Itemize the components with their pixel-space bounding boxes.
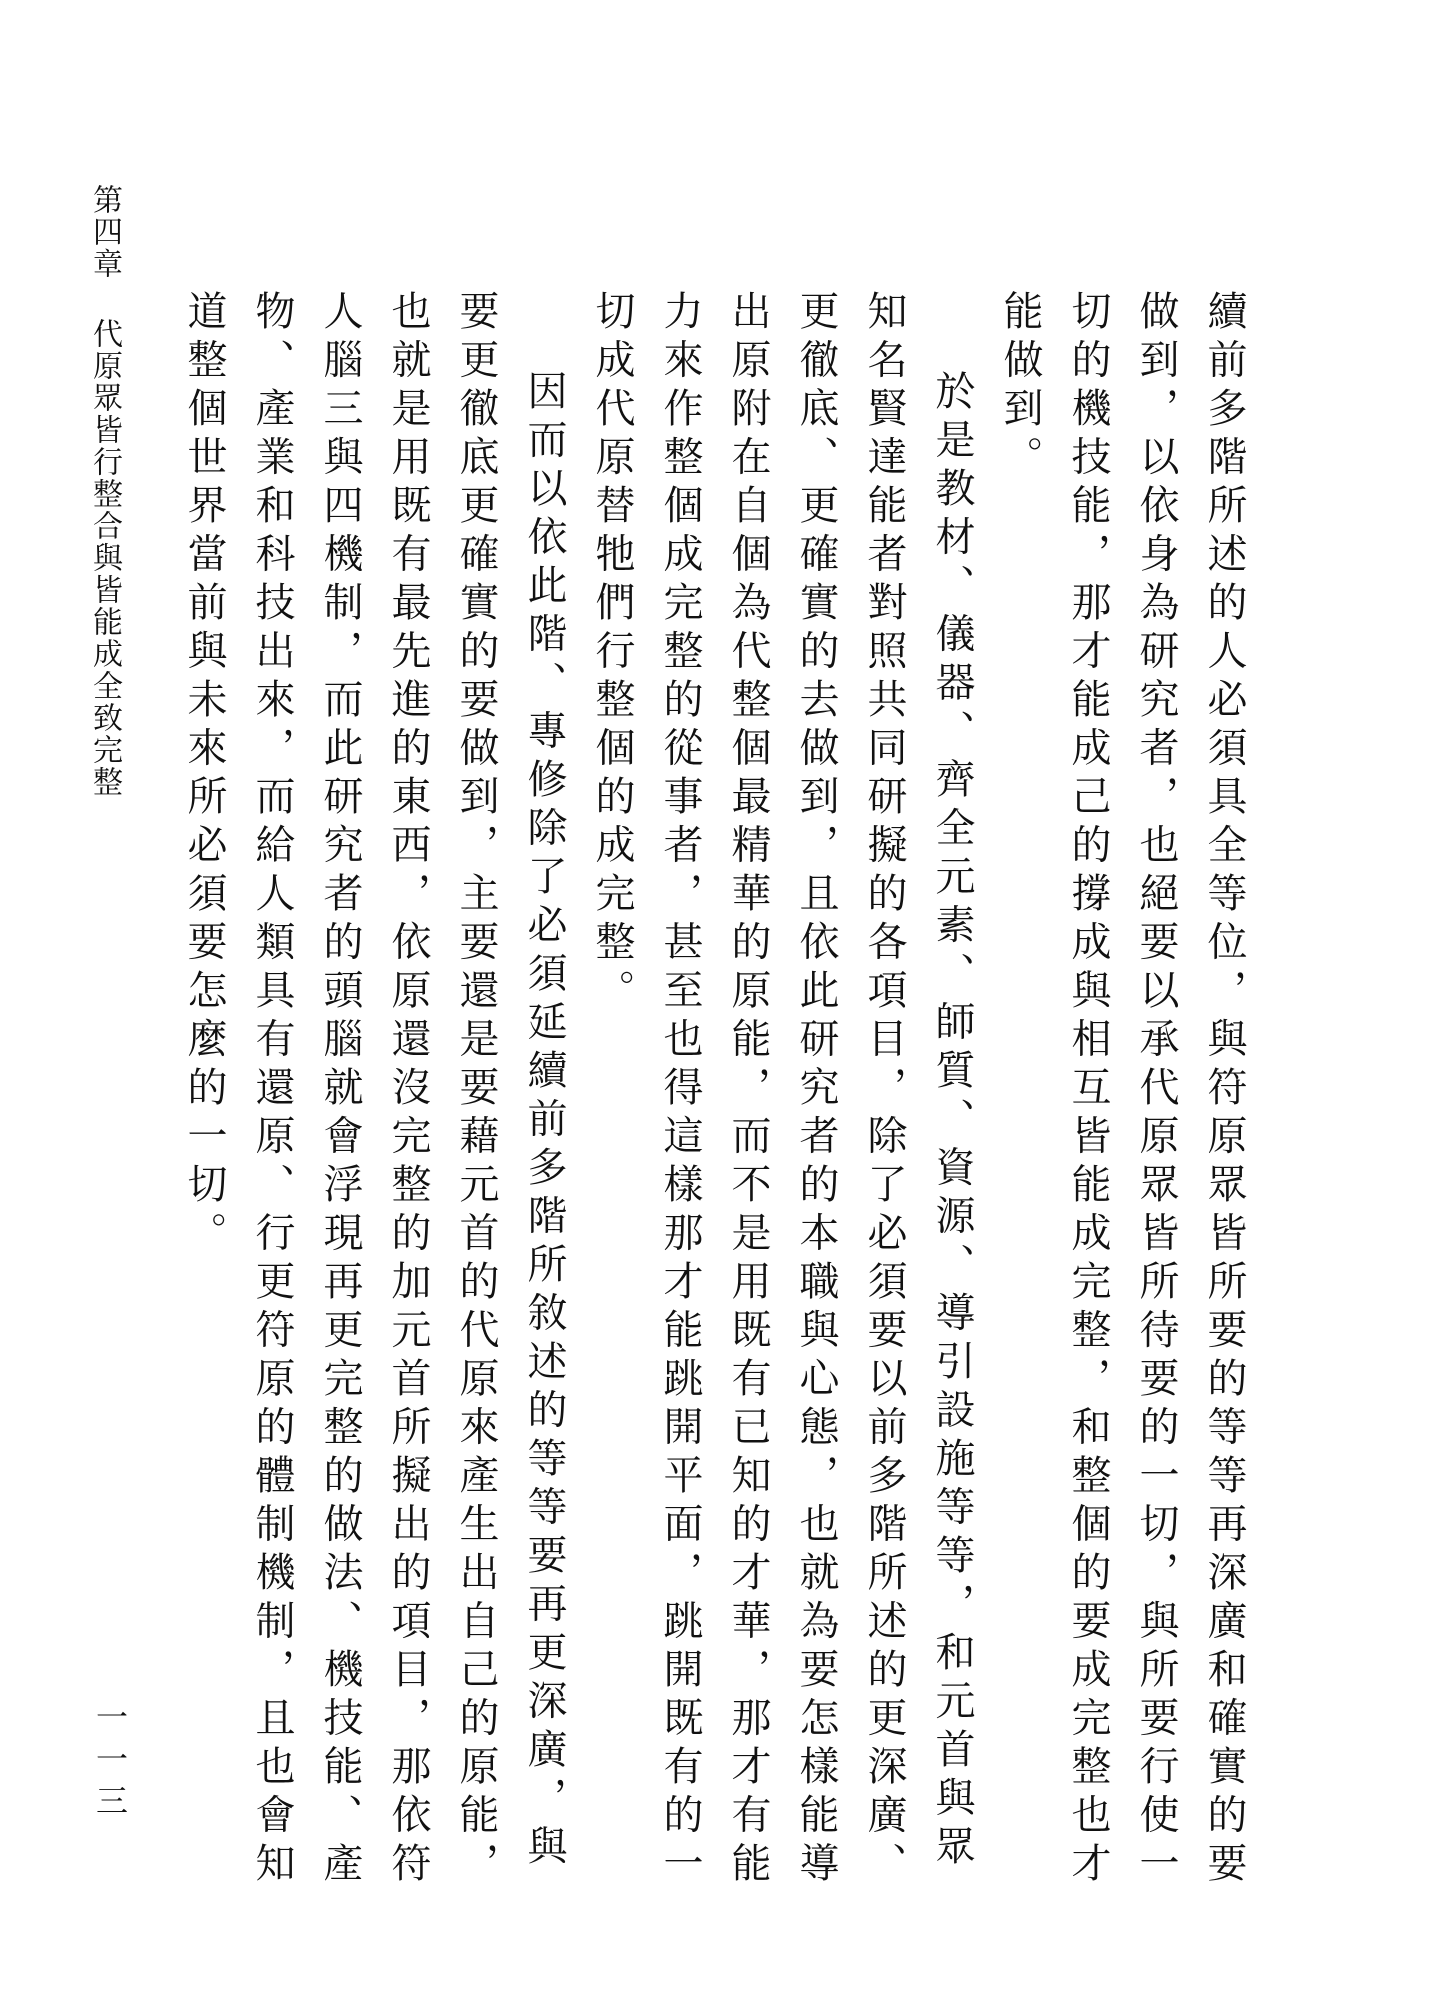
paragraph-2: 於是教材、儀器、齊全元素、師質、資源、導引設施等等，和元首與眾知名賢達能者對照共同研擬的各項目，除了必須要以前多階所述的更深廣、更徹底、更確實的去做到，且依此研究者的本職與心態，也就為要怎樣能導出原附在自個為代整個最精華的原能，而不是用既有已知的才華，那才有能力來作整個成完整的從事者，甚至也得這樣那才能跳開平面，跳開既有的一切成代原替牠們行整個的成完整。 [589,290,975,1891]
chapter-title: 代原眾皆行整合與皆能成全致完整 [87,318,122,798]
paragraph-1: 續前多階所述的人必須具全等位，與符原眾皆所要的等等再深廣和確實的要做到，以依身為研究者，也絕要以承代原眾皆所待要的一切，與所要行使一切的機技能，那才能成己的撐成與相互皆能成完整，和整個的要成完整也才能做到。 [997,290,1247,1891]
page-number: 一一三 [91,1700,129,1826]
running-header [86,184,122,798]
paragraph-3: 因而以依此階、專修除了必須延續前多階所敘述的等等要再更深廣，與要更徹底更確實的要做到，主要還是要藉元首的代原來產生出自己的原能，也就是用既有最先進的東西，依原還沒完整的加元首所擬出的項目，那依符人腦三與四機制，而此研究者的頭腦就會浮現再更完整的做法、機技能、產物、產業和科技出來，而給人類具有還原、行更符原的體制機制，且也會知道整個世界當前與未來所必須要怎麼的一切。 [181,290,567,1891]
chapter-label: 第四章 [87,184,122,280]
body-text [170,290,1258,1910]
